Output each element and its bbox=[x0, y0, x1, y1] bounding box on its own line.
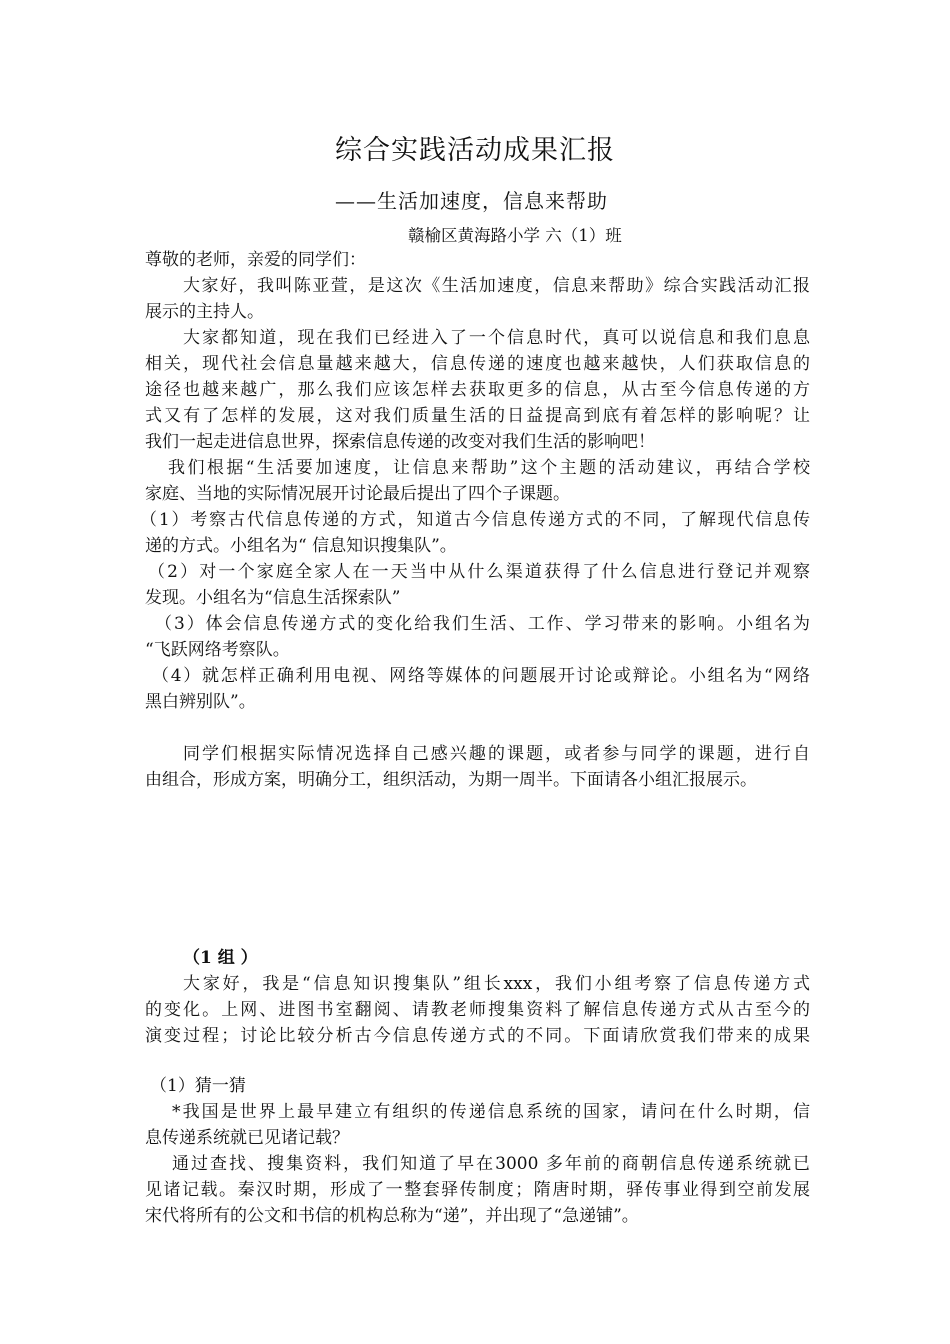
selection-line-2: 由组合，形成方案，明确分工，组织活动，为期一周半。下面请各小组汇报展示。 bbox=[145, 770, 757, 790]
context-line-5: 我们一起走进信息世界，探索信息传递的改变对我们生活的影响吧！ bbox=[145, 432, 655, 452]
selection-line-1: 同学们根据实际情况选择自己感兴趣的课题，或者参与同学的课题，进行自 bbox=[183, 744, 810, 764]
intro-line-2: 展示的主持人。 bbox=[145, 302, 264, 322]
answer-line-1: 通过查找、搜集资料，我们知道了早在3000 多年前的商朝信息传递系统就已 bbox=[172, 1154, 810, 1174]
topic-1-line-2: 递的方式。小组名为“ 信息知识搜集队”。 bbox=[145, 536, 457, 556]
plan-line-2: 家庭、当地的实际情况展开讨论最后提出了四个子课题。 bbox=[145, 484, 570, 504]
group-1-intro-line-3: 演变过程；讨论比较分析古今信息传递方式的不同。下面请欣赏我们带来的成果 bbox=[145, 1026, 810, 1046]
group-1-intro-line-1: 大家好，我是“信息知识搜集队”组长xxx，我们小组考察了信息传递方式 bbox=[183, 974, 810, 994]
question-line-2: 息传递系统就已见诸记载？ bbox=[145, 1128, 349, 1148]
context-line-4: 式又有了怎样的发展，这对我们质量生活的日益提高到底有着怎样的影响呢？让 bbox=[145, 406, 810, 426]
group-1-heading: （1 组 ） bbox=[183, 948, 258, 968]
topic-4-line-1: （4）就怎样正确利用电视、网络等媒体的问题展开讨论或辩论。小组名为“网络 bbox=[152, 666, 810, 686]
document-title: 综合实践活动成果汇报 bbox=[335, 135, 615, 166]
context-line-1: 大家都知道，现在我们已经进入了一个信息时代，真可以说信息和我们息息 bbox=[183, 328, 810, 348]
plan-line-1: 我们根据“生活要加速度，让信息来帮助”这个主题的活动建议，再结合学校 bbox=[168, 458, 810, 478]
school-class-line: 赣榆区黄海路小学 六（1）班 bbox=[408, 226, 622, 245]
intro-line-1: 大家好，我叫陈亚萱，是这次《生活加速度，信息来帮助》综合实践活动汇报 bbox=[183, 276, 810, 296]
context-line-2: 相关，现代社会信息量越来越大，信息传递的速度也越来越快，人们获取信息的 bbox=[145, 354, 810, 374]
document-subtitle: ——生活加速度，信息来帮助 bbox=[335, 189, 608, 213]
topic-1-line-1: （1）考察古代信息传递的方式，知道古今信息传递方式的不同，了解现代信息传 bbox=[140, 510, 810, 530]
context-line-3: 途径也越来越广，那么我们应该怎样去获取更多的信息，从古至今信息传递的方 bbox=[145, 380, 810, 400]
topic-2-line-1: （2）对一个家庭全家人在一天当中从什么渠道获得了什么信息进行登记并观察 bbox=[148, 562, 810, 582]
answer-line-2: 见诸记载。秦汉时期，形成了一整套驿传制度；隋唐时期，驿传事业得到空前发展 bbox=[145, 1180, 810, 1200]
answer-line-3: 宋代将所有的公文和书信的机构总称为“递”，并出现了“急递铺”。 bbox=[145, 1206, 639, 1226]
group-1-intro-line-2: 的变化。上网、进图书室翻阅、请教老师搜集资料了解信息传递方式从古至今的 bbox=[145, 1000, 810, 1020]
subsection-guess-title: （1）猜一猜 bbox=[150, 1076, 246, 1096]
topic-2-line-2: 发现。小组名为“信息生活探索队” bbox=[145, 588, 401, 608]
greeting: 尊敬的老师，亲爱的同学们： bbox=[145, 250, 366, 270]
topic-4-line-2: 黑白辨别队”。 bbox=[145, 692, 256, 712]
topic-3-line-1: （3）体会信息传递方式的变化给我们生活、工作、学习带来的影响。小组名为 bbox=[155, 614, 810, 634]
topic-3-line-2: “飞跃网络考察队。 bbox=[145, 640, 290, 660]
question-line-1: *我国是世界上最早建立有组织的传递信息系统的国家，请问在什么时期，信 bbox=[172, 1102, 810, 1122]
